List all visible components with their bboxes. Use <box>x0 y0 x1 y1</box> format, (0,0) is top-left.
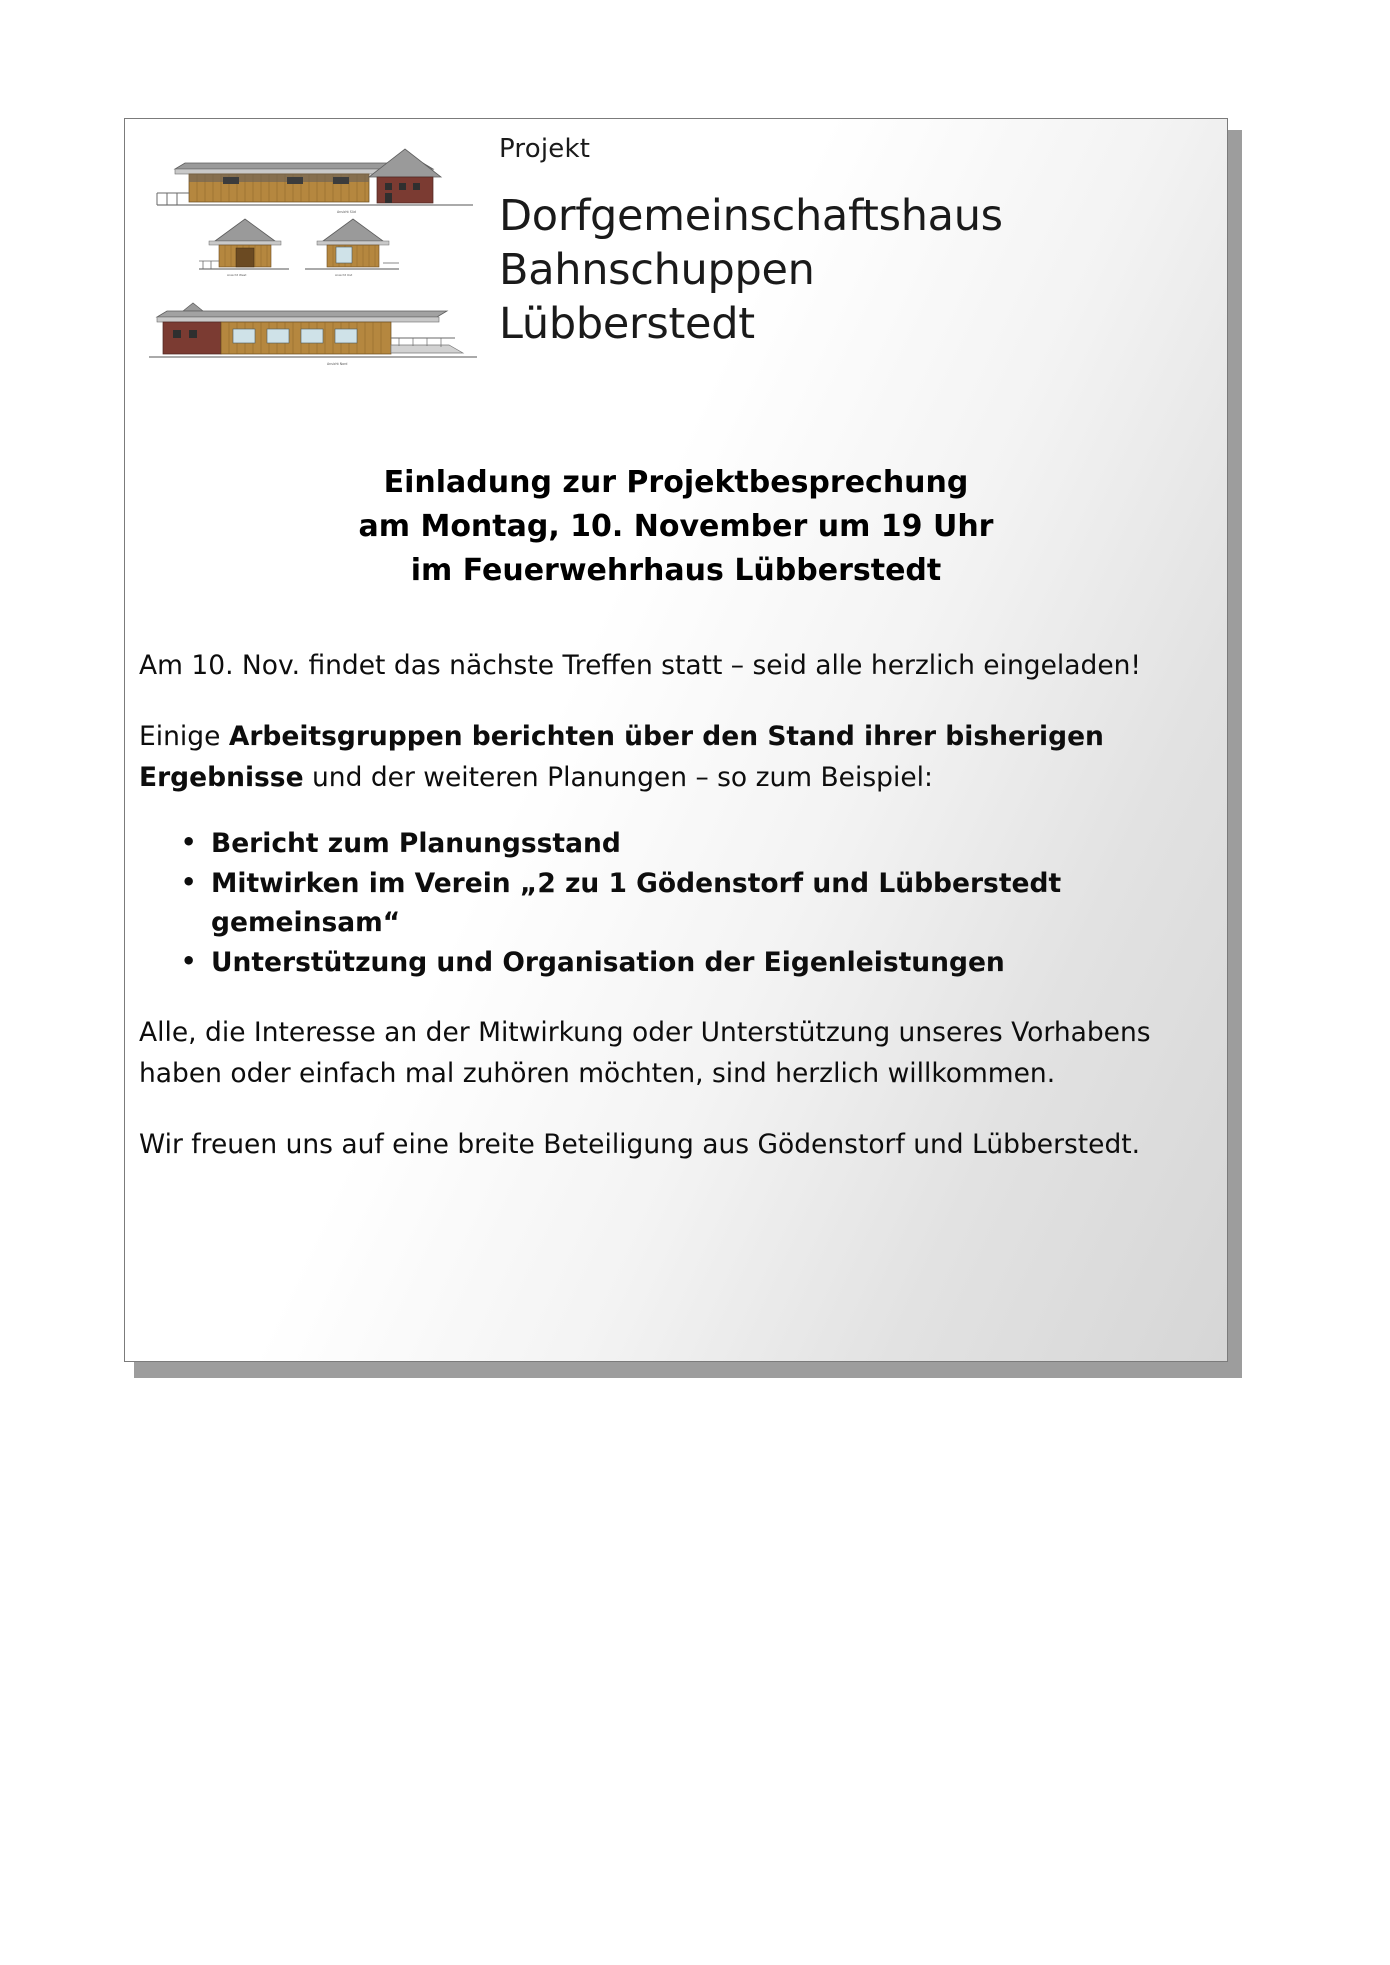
elevation-west <box>199 219 289 277</box>
invitation-line-1: Einladung zur Projektbesprechung <box>383 465 969 500</box>
paragraph-workgroups-bold: Arbeitsgruppen berichten über den Stand ihrer bisherigen Ergebnisse <box>139 721 1104 793</box>
project-kicker: Projekt <box>499 134 591 164</box>
poster-title-line-2: Bahnschuppen <box>499 245 815 295</box>
paragraph-workgroups <box>139 716 1209 798</box>
invitation-line-3: im Feuerwehrhaus Lübberstedt <box>410 553 942 588</box>
poster-title-line-1: Dorfgemeinschaftshaus <box>499 191 1003 241</box>
list-item: • Bericht zum Planungsstand <box>177 824 1209 863</box>
svg-text:Ansicht Süd: Ansicht Süd <box>337 210 356 214</box>
paragraph-workgroups-pre: Einige <box>139 721 229 752</box>
poster-header <box>125 119 1227 419</box>
building-elevation-drawings <box>137 133 487 383</box>
svg-text:Ansicht West: Ansicht West <box>227 273 247 277</box>
elevation-south <box>157 149 473 214</box>
poster-sheet <box>124 118 1228 1362</box>
elevation-north <box>149 303 477 366</box>
poster-title-line-3: Lübberstedt <box>499 299 755 349</box>
elevation-east <box>305 219 399 277</box>
agenda-list <box>139 824 1209 982</box>
svg-text:Ansicht Ost: Ansicht Ost <box>335 273 353 277</box>
paragraph-closing: Wir freuen uns auf eine breite Beteiligung aus Gödenstorf und Lübberstedt. <box>139 1129 1141 1160</box>
poster-title-block <box>499 133 1207 351</box>
list-item: • Mitwirken im Verein „2 zu 1 Gödenstorf und Lübberstedt gemeinsam“ <box>177 864 1209 942</box>
invitation-headline <box>125 461 1227 593</box>
paragraph-workgroups-post: und der weiteren Planungen – so zum Beispiel: <box>303 762 933 793</box>
paragraph-intro: Am 10. Nov. findet das nächste Treffen statt – seid alle herzlich eingeladen! <box>139 650 1142 681</box>
list-item: • Unterstützung und Organisation der Eigenleistungen <box>177 943 1209 982</box>
invitation-line-2: am Montag, 10. November um 19 Uhr <box>358 509 994 544</box>
paragraph-welcome: Alle, die Interesse an der Mitwirkung oder Unterstützung unseres Vorhabens haben oder einfach mal zuhören möchten, sind herzlich willkommen. <box>139 1017 1151 1089</box>
poster-body <box>125 645 1227 1165</box>
svg-text:Ansicht Nord: Ansicht Nord <box>327 362 348 366</box>
